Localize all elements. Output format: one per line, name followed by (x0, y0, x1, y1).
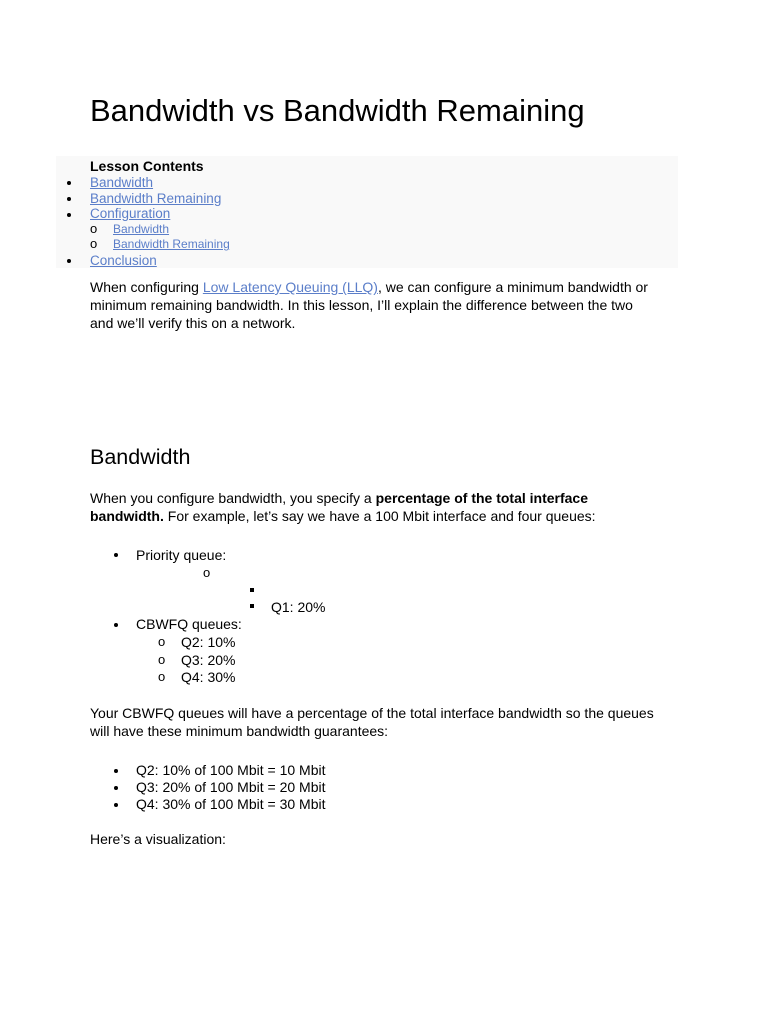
bullet-dot (67, 259, 71, 263)
list-item-guarantee-q3: Q3: 20% of 100 Mbit = 20 Mbit (136, 779, 326, 795)
list-item-priority-queue: Priority queue: (136, 547, 227, 563)
guarantee-paragraph (90, 704, 690, 740)
llq-link[interactable]: Low Latency Queuing (LLQ) (202, 279, 378, 295)
bullet-dot (67, 197, 71, 201)
paragraph-text: When you configure bandwidth, you specify a (90, 490, 376, 506)
sub-bullet-marker: o (158, 634, 166, 649)
paragraph-text: For example, let’s say we have a 100 Mbit interface and four queues: (163, 508, 596, 524)
list-item-guarantee-q2: Q2: 10% of 100 Mbit = 10 Mbit (136, 762, 326, 778)
sub-bullet-marker: o (203, 565, 211, 580)
paragraph-text: will have these minimum bandwidth guarantees: (90, 723, 389, 739)
list-item-cbwfq-queues: CBWFQ queues: (136, 616, 242, 632)
list-item-guarantee-q4: Q4: 30% of 100 Mbit = 30 Mbit (136, 796, 326, 812)
bullet-dot (114, 769, 118, 773)
list-item-q1: Q1: 20% (271, 599, 326, 615)
intro-text: , we can configure a minimum bandwidth or (377, 279, 648, 295)
toc-link-bandwidth[interactable]: Bandwidth (90, 175, 154, 190)
bullet-dot (114, 553, 118, 557)
section-heading-bandwidth: Bandwidth (90, 445, 191, 469)
intro-paragraph (90, 278, 680, 332)
square-bullet (250, 604, 254, 608)
toc-link-bandwidth-remaining[interactable]: Bandwidth Remaining (90, 191, 222, 206)
lesson-contents-heading: Lesson Contents (90, 158, 204, 174)
paragraph-text: Your CBWFQ queues will have a percentage of the total interface bandwidth so the queues (90, 705, 654, 721)
bullet-dot (114, 623, 118, 627)
square-bullet (250, 588, 254, 592)
sub-bullet-marker: o (90, 221, 98, 236)
list-item-q4: Q4: 30% (181, 669, 236, 685)
bandwidth-paragraph (90, 489, 680, 525)
paragraph-bold-text: bandwidth. (90, 508, 164, 524)
toc-link-conclusion[interactable]: Conclusion (90, 253, 157, 268)
bullet-dot (114, 803, 118, 807)
intro-text: minimum remaining bandwidth. In this lesson, I’ll explain the difference between the two (90, 297, 633, 313)
list-item-q3: Q3: 20% (181, 652, 236, 668)
sub-bullet-marker: o (158, 669, 166, 684)
bullet-dot (67, 181, 71, 185)
toc-link-config-bandwidth[interactable]: Bandwidth (113, 222, 170, 236)
bullet-dot (114, 786, 118, 790)
bullet-dot (67, 213, 71, 217)
toc-link-config-bandwidth-remaining[interactable]: Bandwidth Remaining (113, 237, 230, 251)
toc-link-configuration[interactable]: Configuration (90, 206, 171, 221)
intro-text: and we’ll verify this on a network. (90, 315, 296, 331)
paragraph-bold-text: percentage of the total interface (375, 490, 589, 506)
visualization-caption: Here’s a visualization: (90, 831, 226, 847)
sub-bullet-marker: o (90, 236, 98, 251)
page-title: Bandwidth vs Bandwidth Remaining (90, 93, 585, 128)
intro-text: When configuring (90, 279, 203, 295)
sub-bullet-marker: o (158, 652, 166, 667)
list-item-q2: Q2: 10% (181, 634, 236, 650)
